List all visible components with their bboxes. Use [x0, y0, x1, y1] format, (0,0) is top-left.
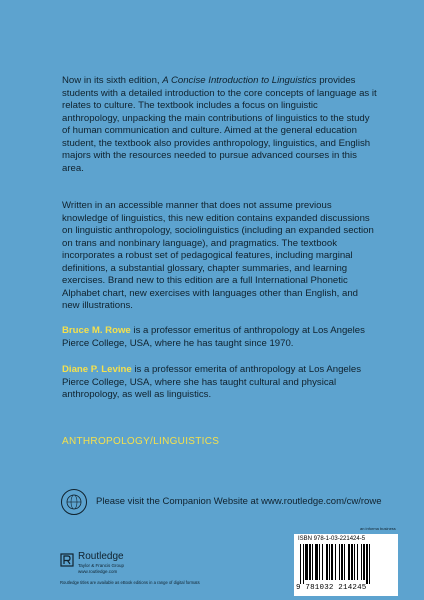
isbn-digits: 9 781032 214245	[296, 584, 367, 592]
subject-category: ANTHROPOLOGY/LINGUISTICS	[62, 436, 220, 447]
description-paragraph-1	[62, 75, 377, 175]
author-bio-1	[62, 325, 377, 350]
imprint-note: an informa business	[360, 526, 396, 531]
barcode-bar	[341, 544, 343, 580]
barcode-bar	[361, 544, 362, 580]
ebook-note: Routledge titles are available as eBook editions in a range of digital formats	[60, 580, 200, 585]
author-name-2: Diane P. Levine	[62, 364, 132, 375]
barcode-bar	[344, 544, 345, 580]
barcode-bar	[354, 544, 355, 580]
barcode-bar	[326, 544, 328, 580]
publisher-name: Routledge	[78, 551, 124, 562]
barcode-bar	[339, 544, 340, 580]
barcode-bar	[309, 544, 311, 580]
author-bio-text-2: is a professor emerita of anthropology at Los Angeles Pierce College, USA, where she has taught cultural and physical anthropology, as well as linguistics.	[62, 364, 362, 400]
isbn-label: ISBN 978-1-03-221424-5	[298, 536, 366, 542]
author-name-1: Bruce M. Rowe	[62, 325, 131, 336]
companion-website-icon	[60, 488, 88, 516]
barcode-image	[298, 544, 394, 584]
author-bio-2	[62, 364, 377, 402]
p1-text-a: Now in its sixth edition,	[62, 75, 163, 86]
barcode-bar	[335, 544, 336, 580]
barcode-bar	[369, 544, 370, 584]
routledge-logo-icon	[60, 553, 74, 567]
barcode-bar	[312, 544, 313, 580]
p1-text-b: provides students with a detailed introduction to the core concepts of language as it relates to culture. The textbook includes a focus on linguistic anthropology, unpacking the main contributions of linguistics to the study of human communication and culture. Aimed at the general education student, the textbook also provides anthropology, linguistics, and English majors with the resources needed to pursue advanced courses in this area.	[62, 75, 377, 174]
barcode-bar	[322, 544, 323, 580]
barcode-bar	[303, 544, 304, 584]
barcode-bar	[363, 544, 365, 580]
barcode-bar	[357, 544, 358, 580]
description-paragraph-2: Written in an accessible manner that does not assume previous knowledge of linguistics, this new edition contains expanded discussions on linguistic anthropology, sociolinguistics (including an expanded section on trans and nonbinary language), and pragmatics. The textbook incorporates a robust set of pedagogical features, including marginal definitions, a substantial glossary, chapter summaries, and learning exercises. Brand new to this edition are a full International Phonetic Alphabet chart, new exercises with languages other than English, and new illustrations.	[62, 200, 374, 311]
companion-website-text: Please visit the Companion Website at www.routledge.com/cw/rowe	[96, 496, 382, 507]
publisher-subtitle: Taylor & Francis Group	[78, 563, 125, 568]
barcode-bar	[331, 544, 333, 580]
barcode-bar	[366, 544, 368, 584]
book-title: A Concise Introduction to Linguistics	[162, 75, 317, 86]
barcode-bar	[315, 544, 318, 580]
barcode-panel	[294, 534, 398, 596]
author-bio-text-1: is a professor emeritus of anthropology at Los Angeles Pierce College, USA, where he has taught since 1970.	[62, 325, 365, 349]
barcode-bar	[300, 544, 301, 584]
barcode-bar	[351, 544, 353, 580]
barcode-bar	[319, 544, 320, 580]
barcode-bar	[305, 544, 308, 580]
barcode-bar	[348, 544, 350, 580]
publisher-website: www.routledge.com	[78, 569, 118, 574]
barcode-bar	[329, 544, 330, 580]
